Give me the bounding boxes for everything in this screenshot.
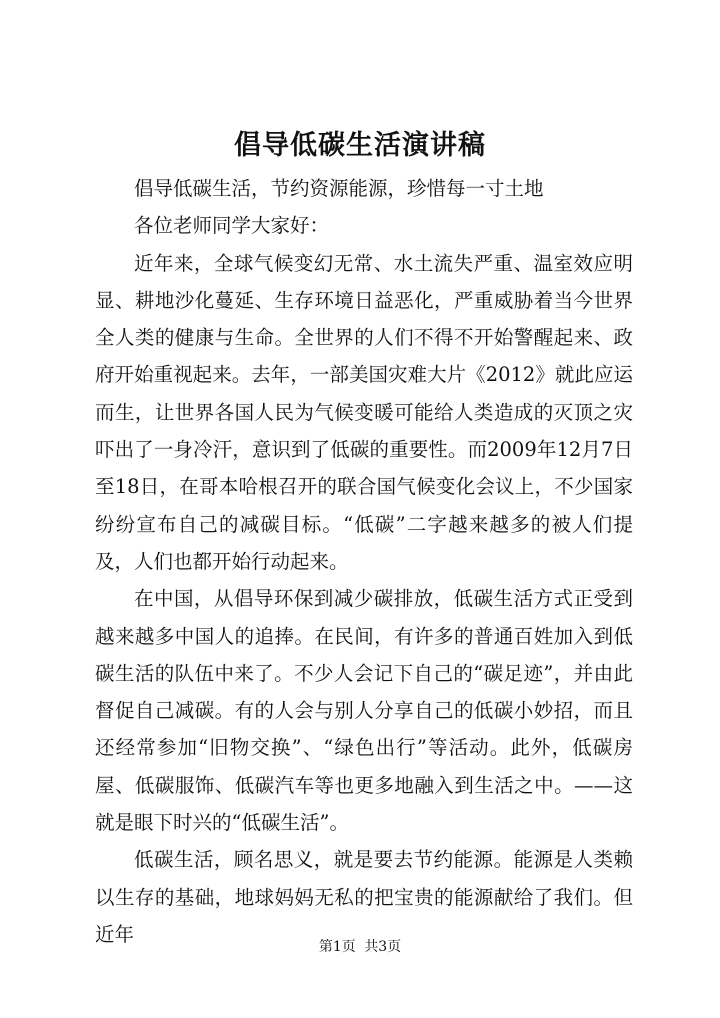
greeting-paragraph: 各位老师同学大家好： [134,214,330,238]
body-paragraph: 在中国，从倡导环保到减少碳排放，低碳生活方式正受到越来越多中国人的追捧。在民间，有许多的普通百姓加入到低碳生活的队伍中来了。不少人会记下自己的“碳足迹”，并由此督促自己减碳。有的人会与别人分享自己的低碳小妙招，而且还经常参加“旧物交换”、“绿色出行”等活动。此外，低碳房屋、低碳服饰、低碳汽车等也更多地融入到生活之中。——这就是眼下时兴的“低碳生活”。 [95,587,633,835]
subtitle-paragraph: 倡导低碳生活，节约资源能源，珍惜每一寸土地 [134,177,544,200]
body-paragraph: 低碳生活，顾名思义，就是要去节约能源。能源是人类赖以生存的基础，地球妈妈无私的把宝贵的能源献给了我们。但近年 [95,848,633,946]
page-title: 倡导低碳生活演讲稿 [234,130,486,161]
page-footer [0,937,720,957]
document-body [95,170,633,953]
page-total: 共3页 [364,939,402,955]
page-number: 第1页 [318,939,356,955]
body-paragraph: 近年来，全球气候变幻无常、水土流失严重、温室效应明显、耕地沙化蔓延、生存环境日益恶化，严重威胁着当今世界全人类的健康与生命。全世界的人们不得不开始警醒起来、政府开始重视起来。去年，一部美国灾难大片《2012》就此应运而生，让世界各国人民为气候变暖可能给人类造成的灭顶之灾吓出了一身冷汗，意识到了低碳的重要性。而2009年12月7日至18日，在哥本哈根召开的联合国气候变化会议上，不少国家纷纷宣布自己的减碳目标。“低碳”二字越来越多的被人们提及，人们也都开始行动起来。 [95,251,633,573]
